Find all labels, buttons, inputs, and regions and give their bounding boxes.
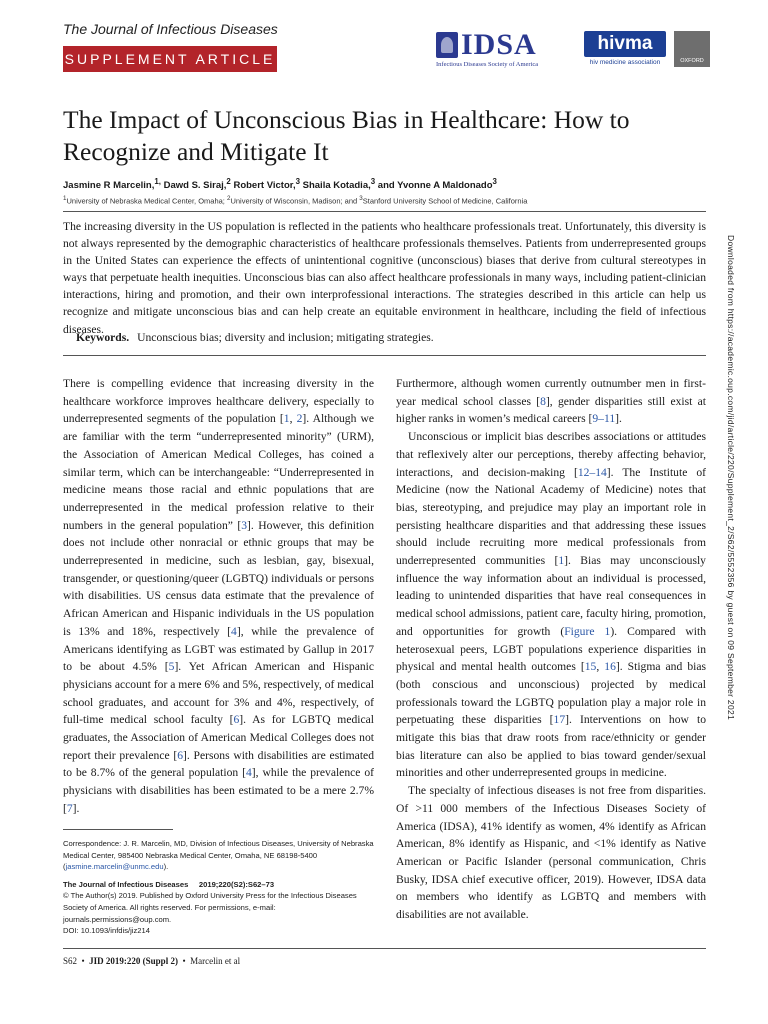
body-text: The specialty of infectious diseases is not free from disparities. Of >11 000 members of the Infectious Diseases Society of America (IDSA), 41% identify as women, 4% identify as African American, 8% identify as Hispanic, and <1% identify as Native American or Pacific Islander (personal communication, Chris Busky, IDSA chief executive officer, 2019). However, IDSA data on members who identify as LGBTQ and members with disabilities are not available. (396, 784, 706, 922)
author-name: Robert Victor, (230, 180, 296, 192)
author-name: Jasmine R Marcelin, (63, 180, 155, 192)
journal-name: The Journal of Infectious Diseases (63, 21, 278, 37)
idsa-wordmark: IDSA (461, 28, 537, 61)
body-text: , (289, 412, 297, 426)
author-affil-sup: 2 (226, 177, 231, 186)
correspondence-block (63, 838, 374, 943)
page-number: S62 (63, 956, 78, 966)
citation-link[interactable]: 16 (604, 660, 616, 674)
body-text: ]. As for LGBTQ medical graduates, the Association of American Medical Colleges does not report their prevalence [ (63, 713, 374, 762)
idsa-emblem-icon (436, 32, 458, 58)
download-watermark: Downloaded from https://academic.oup.com/jid/article/220/Supplement_2/S62/5552356 by guest on 09 September 2021 (726, 235, 736, 721)
abstract-bottom-rule (63, 355, 706, 356)
hivma-wordmark: hivma (584, 31, 666, 57)
idsa-logo (436, 28, 576, 68)
abstract-top-rule (63, 211, 706, 212)
citation-link[interactable]: Figure 1 (564, 624, 611, 638)
author-affil-sup: 1, (154, 177, 161, 186)
body-text: ]. Yet African American and Hispanic physicians account for a mere 6% and 5%, respectively, of medical school graduates, and account for 3% and 4%, respectively, of full-time medical school faculty [ (63, 660, 375, 727)
left-column (63, 375, 374, 818)
body-paragraph (396, 782, 706, 924)
citation-link[interactable]: 4 (245, 766, 252, 780)
correspondence-suffix: ). (163, 862, 169, 872)
oxford-logo: OXFORD (674, 31, 710, 67)
citation-link[interactable]: 4 (231, 624, 237, 638)
affil-sup: 1 (63, 195, 67, 202)
right-column (396, 375, 706, 924)
body-text: There is compelling evidence that increasing diversity in the healthcare workforce improves healthcare delivery, especially to underrepresented segments of the population [ (63, 377, 374, 426)
body-paragraph (63, 375, 374, 818)
page-footer (63, 956, 240, 966)
copyright: © The Author(s) 2019. Published by Oxford University Press for the Infectious Diseases Society of America. All rights reserved. For permissions, e-mail: journals.permissions@oup.com. (63, 891, 357, 924)
citation-link[interactable]: 15 (584, 660, 597, 674)
idsa-subtitle: Infectious Diseases Society of America (436, 61, 539, 68)
author-affil-sup: 3 (492, 177, 497, 186)
body-text: Unconscious or implicit bias describes associations or attitudes that reflexively alter our perceptions, thereby affecting behavior, interactions, and decision-making [ (396, 430, 706, 479)
affil-text: University of Wisconsin, Madison; and (230, 196, 360, 206)
citation-link[interactable]: 3 (241, 518, 248, 532)
affil-text: University of Nebraska Medical Center, Omaha; (66, 196, 227, 206)
body-text: , (596, 660, 605, 674)
correspondence-email-link[interactable]: jasmine.marcelin@unmc.edu (65, 862, 164, 872)
footer-bullet-2: • (180, 956, 188, 966)
body-text: Furthermore, although women currently outnumber men in first-year medical school classes [ (396, 377, 706, 408)
body-text: ]. (72, 801, 80, 815)
body-text: ]. Although we are familiar with the term “underrepresented minority” (URM), the Association of American Medical Colleges, has coined a similar term, which can be interchangeable: “Underrepresented in medicine means those racial and ethnic populations that are underrepresented in the medical profession relative to their numbers in the general population” [ (63, 412, 374, 532)
correspondence-text (63, 838, 374, 873)
author-name: Dawd S. Siraj, (160, 180, 227, 192)
footer-journal-ref: JID 2019:220 (Suppl 2) (89, 956, 178, 966)
citation-link[interactable]: 1 (283, 412, 290, 426)
body-text: ]. However, this definition does not include other nonracial or ethnic groups that may be underrepresented in medicine, such as lesbian, gay, bisexual, transgender, or questioning/queer (LGBTQ) individuals or persons with disabilities. US census data estimate that the prevalence of African American and Hispanic individuals in the US population is 13% and 18%, respectively [ (63, 518, 374, 638)
keywords (76, 331, 706, 344)
citation-link[interactable]: 7 (66, 801, 73, 815)
citation-link[interactable]: 1 (558, 554, 565, 568)
citation-link[interactable]: 2 (296, 412, 303, 426)
body-text: ). Compared with heterosexual peers, LGBT populations experience disparities in physical and mental health outcomes [ (396, 624, 707, 674)
doi: DOI: 10.1093/infdis/jiz214 (63, 926, 150, 936)
footer-rule (63, 948, 706, 949)
body-text: ]. Persons with disabilities are estimated to be 8.7% of the general population [ (63, 748, 374, 780)
footer-bullet-1: • (79, 956, 87, 966)
citation-link[interactable]: 12–14 (577, 465, 607, 479)
citation-link[interactable]: 6 (233, 713, 240, 727)
keywords-label: Keywords. (76, 331, 130, 344)
body-text: ], while the prevalence of Americans identifying as LGBT was estimated by Gallup in 2017 to be about 4.5% [ (63, 624, 374, 674)
correspondence-prefix: Correspondence: J. R. Marcelin, MD, Division of Infectious Diseases, University of Nebraska Medical Center, 985400 Nebraska Medical Center, Omaha, NE 68198-5400 ( (63, 839, 374, 872)
publisher-logos (436, 28, 710, 71)
citation-link[interactable]: 5 (168, 660, 175, 674)
author-affil-sup: 3 (295, 177, 300, 186)
affil-sup: 3 (359, 195, 363, 202)
supplement-banner: SUPPLEMENT ARTICLE (63, 46, 277, 72)
author-list (63, 177, 703, 191)
citation-link[interactable]: 9–11 (592, 412, 616, 426)
citation-link[interactable]: 17 (553, 713, 566, 727)
correspondence-rule (63, 829, 173, 830)
hivma-subtitle: hiv medicine association (589, 59, 661, 66)
affil-text: Stanford University School of Medicine, California (362, 196, 528, 206)
author-name: Shaila Kotadia, (300, 180, 371, 192)
citation-link[interactable]: 6 (177, 748, 184, 762)
article-title: The Impact of Unconscious Bias in Healthcare: How to Recognize and Mitigate It (63, 105, 630, 166)
body-text: ]. Interventions on how to mitigate this bias that draw roots from race/ethnicity or gender bias literature can also be applied to bias toward gender/sexual minorities and other underrepresented groups in medicine. (396, 713, 706, 780)
citation-journal: The Journal of Infectious Diseases (63, 879, 189, 889)
body-text: ], while the prevalence of physicians with disabilities has been estimated to be a mere 2.7% [ (63, 766, 374, 815)
citation (63, 879, 374, 937)
affil-sup: 2 (226, 195, 231, 202)
body-text: ]. The Institute of Medicine (now the National Academy of Medicine) notes that bias, stereotyping, and prejudice may play an important role in persisting healthcare disparities and that addressing these issues should include recruiting more medical professionals from underrepresented communities [ (396, 465, 706, 568)
affiliations (63, 195, 703, 206)
body-text: ]. Stigma and bias (both conscious and unconscious) projected by medical professionals toward the LGBTQ population play a major role in perpetuating these disparities [ (396, 660, 706, 727)
footer-authors: Marcelin et al (190, 956, 241, 966)
keywords-text: Unconscious bias; diversity and inclusion; mitigating strategies. (137, 331, 434, 344)
hivma-logo (584, 31, 666, 66)
citation-ref: 2019;220(S2):S62–73 (198, 879, 275, 889)
author-affil-sup: 3 (370, 177, 376, 186)
body-text: ]. (615, 412, 622, 426)
abstract: The increasing diversity in the US population is reflected in the patients who healthcare professionals treat. Unfortunately, this diversity is not always represented by the demographic characteristics of healthcare professionals themselves. Patients from underrepresented groups in the United States can experience the effects of unintentional cognitive (unconscious) biases that derive from cultural stereotypes in ways that perpetuate health inequities. Unconscious bias can also affect healthcare professionals in many ways, including patient-clinician interactions, hiring and promotion, and their own interprofessional interactions. The strategies described in this article can help us recognize and mitigate unconscious bias and can help create an equitable environment in healthcare, including the field of infectious diseases. (63, 220, 706, 336)
author-name: and Yvonne A Maldonado (375, 180, 493, 192)
body-paragraph (396, 428, 706, 782)
body-text: ], gender disparities still exist at higher ranks in women’s medical careers [ (396, 394, 707, 426)
body-paragraph (396, 375, 706, 428)
body-text: ]. Bias may unconsciously influence the way information about an individual is processed, leading to unintended disparities that have real consequences in medical school admissions, patient care, faculty hiring, promotion, and opportunities for growth ( (396, 554, 706, 638)
citation-link[interactable]: 8 (540, 394, 546, 408)
